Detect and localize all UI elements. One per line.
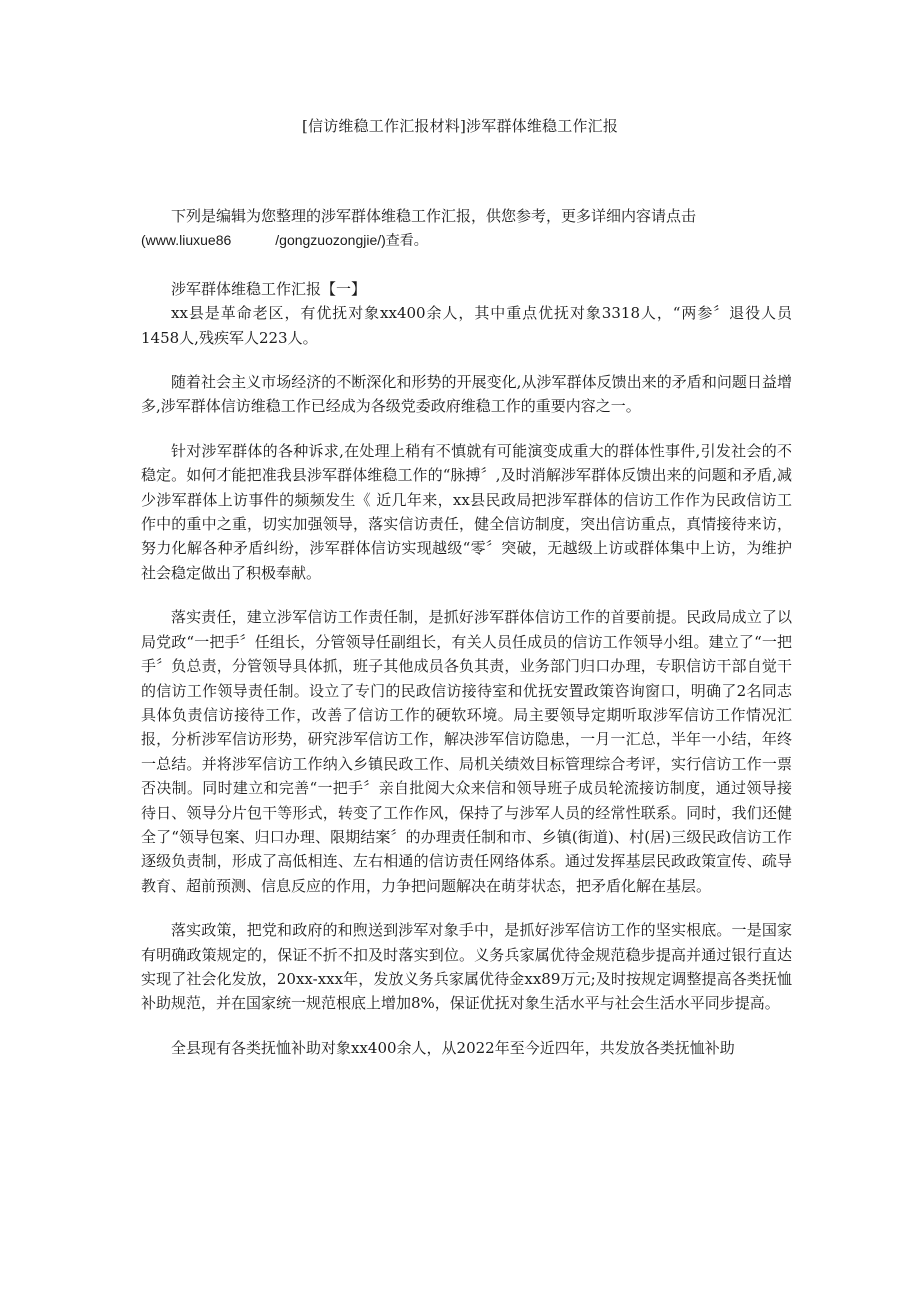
paragraph-4: 落实责任，建立涉军信访工作责任制，是抓好涉军群体信访工作的首要前提。民政局成立了以局党政“一把手〞任组长，分管领导任副组长，有关人员任成员的信访工作领导小组。建立了“一把手〞负总责，分管领导具体抓，班子其他成员各负其责，业务部门归口办理，专职信访干部自觉干的信访工作领导责任制。设立了专门的民政信访接待室和优抚安置政策咨询窗口，明确了2名同志具体负责信访接待工作，改善了信访工作的硬软环境。局主要领导定期听取涉军信访工作情况汇报，分析涉军信访形势，研究涉军信访工作，解决涉军信访隐患，一月一汇总，半年一小结，年终一总结。并将涉军信访工作纳入乡镇民政工作、局机关绩效目标管理综合考评，实行信访工作一票否决制。同时建立和完善“一把手〞亲自批阅大众来信和领导班子成员轮流接访制度，通过领导接待日、领导分片包干等形式，转变了工作作风，保持了与涉军人员的经常性联系。同时，我们还健全了“领导包案、归口办理、限期结案〞的办理责任制和市、乡镇(街道)、村(居)三级民政信访工作逐级负责制，形成了高低相连、左右相通的信访责任网络体系。通过发挥基层民政政策宣传、疏导教育、超前预测、信息反应的作用，力争把问题解决在萌芽状态，把矛盾化解在基层。	[141, 608, 792, 895]
intro-url-part2: /gongzuozongjie/)查看。	[275, 232, 428, 249]
intro-paragraph	[141, 204, 792, 253]
intro-url-part1: (www.liuxue86	[141, 232, 232, 249]
document-body	[141, 204, 792, 1060]
paragraph-2: 随着社会主义市场经济的不断深化和形势的开展变化,从涉军群体反馈出来的矛盾和问题日益增多,涉军群体信访维稳工作已经成为各级党委政府维稳工作的重要内容之一。	[141, 373, 792, 416]
intro-text: 下列是编辑为您整理的涉军群体维稳工作汇报，供您参考，更多详细内容请点击	[171, 207, 697, 225]
document-title: [信访维稳工作汇报材料]涉军群体维稳工作汇报	[301, 117, 619, 135]
paragraph-1: xx县是革命老区，有优抚对象xx400余人，其中重点优抚对象3318人，“两参〞退役人员1458人,残疾军人223人。	[141, 304, 792, 347]
paragraph-3: 针对涉军群体的各种诉求,在处理上稍有不慎就有可能演变成重大的群体性事件,引发社会的不稳定。如何才能把准我县涉军群体维稳工作的“脉搏〞,及时消解涉军群体反馈出来的问题和矛盾,减少涉军群体上访事件的频频发生《 近几年来，xx县民政局把涉军群体的信访工作作为民政信访工作中的重中之重，切实加强领导，落实信访责任，健全信访制度，突出信访重点，真情接待来访，努力化解各种矛盾纠纷，涉军群体信访实现越级“零〞突破，无越级上访或群体集中上访，为维护社会稳定做出了积极奉献。	[141, 441, 792, 582]
paragraph-5: 落实政策，把党和政府的和煦送到涉军对象手中，是抓好涉军信访工作的坚实根底。一是国家有明确政策规定的，保证不折不扣及时落实到位。义务兵家属优待金规范稳步提高并通过银行直达实现了社会化发放，20xx-xxx年，发放义务兵家属优待金xx89万元;及时按规定调整提高各类抚恤补助规范，并在国家统一规范根底上增加8%，保证优抚对象生活水平与社会生活水平同步提高。	[141, 921, 792, 1013]
paragraph-6: 全县现有各类抚恤补助对象xx400余人，从2022年至今近四年，共发放各类抚恤补助	[171, 1038, 735, 1057]
section-heading: 涉军群体维稳工作汇报【一】	[171, 279, 367, 298]
